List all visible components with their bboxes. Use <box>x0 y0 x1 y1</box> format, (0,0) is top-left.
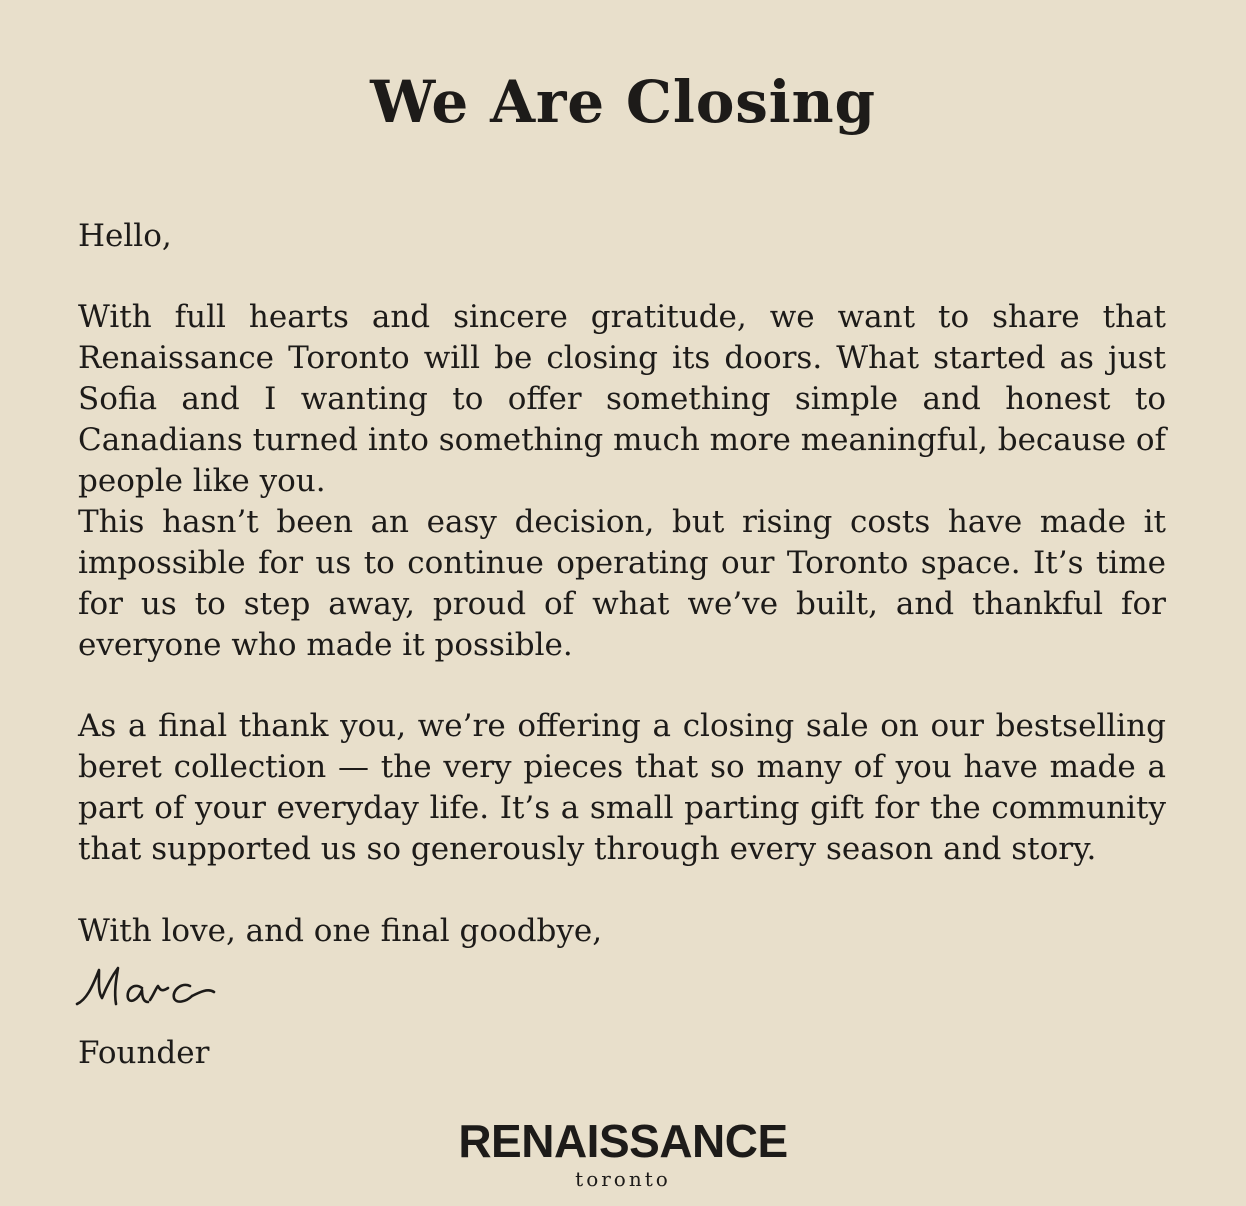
brand-logo-name: RENAISSANCE <box>458 1115 788 1167</box>
signer-role: Founder <box>78 1035 210 1071</box>
paragraph-closing-sale: As a final thank you, we’re offering a closing sale on our bestselling beret collection — the very pieces that so many of you have made a part of your everyday life. It’s a small parting gift for the community that supported us so generously through every season and story. <box>78 708 1166 867</box>
brand-logo-city: toronto <box>575 1167 671 1191</box>
handwritten-signature <box>72 958 232 1018</box>
paragraph-reason: This hasn’t been an easy decision, but rising costs have made it impossible for us to continue operating our Toronto space. It’s time for us to step away, proud of what we’ve built, and thankful for everyone who made it possible. <box>78 504 1166 663</box>
greeting: Hello, <box>78 218 172 254</box>
letter-title: We Are Closing <box>370 68 876 136</box>
sign-off: With love, and one final goodbye, <box>78 913 603 949</box>
paragraph-announcement: With full hearts and sincere gratitude, we want to share that Renaissance Toronto will be closing its doors. What started as just Sofia and I wanting to offer something simple and honest to Canadians turned into something much more meaningful, because of people like you. <box>78 299 1166 499</box>
